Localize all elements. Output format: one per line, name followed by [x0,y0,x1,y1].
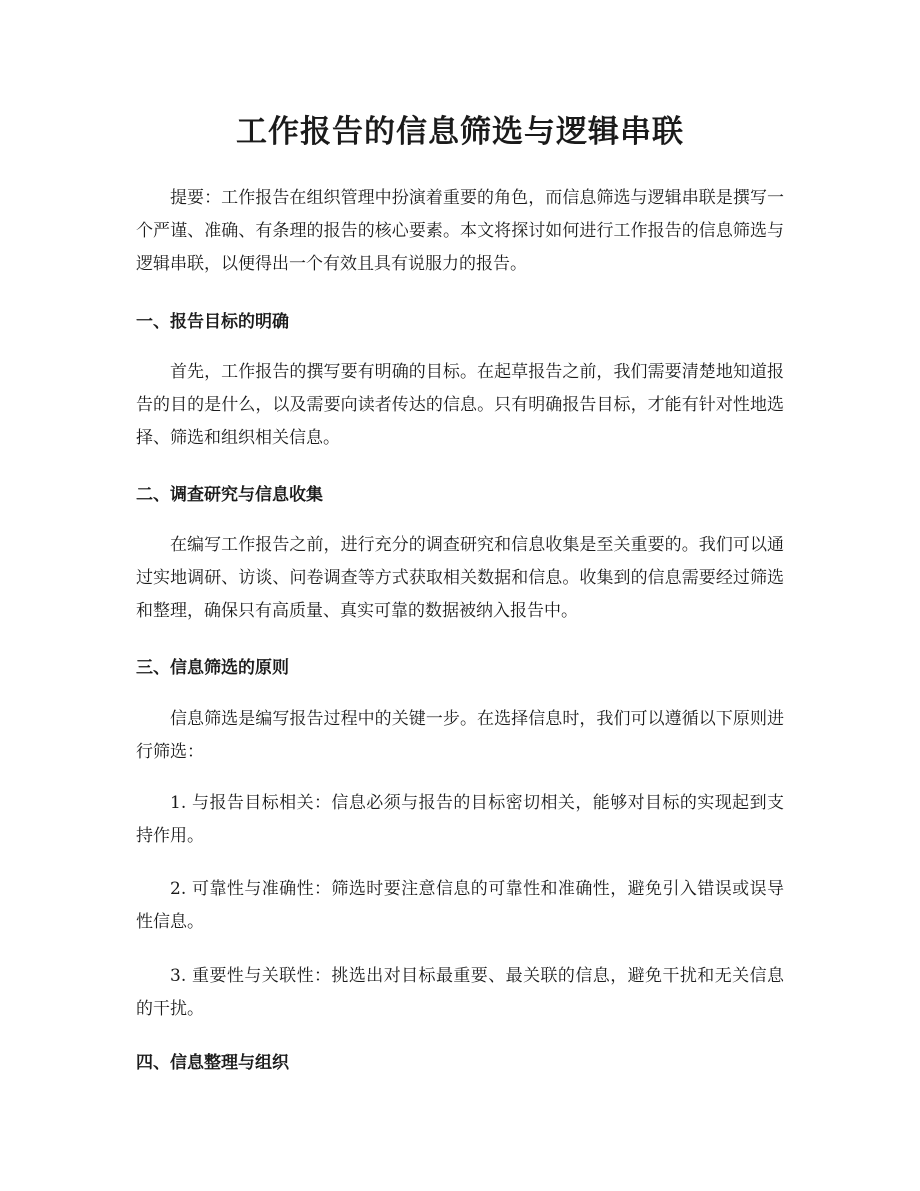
section-heading-2: 二、调查研究与信息收集 [136,485,323,505]
section-paragraph-2: 在编写工作报告之前，进行充分的调查研究和信息收集是至关重要的。我们可以通过实地调研、访谈、问卷调查等方式获取相关数据和信息。收集到的信息需要经过筛选和整理，确保只有高质量、真实可靠的数据被纳入报告中。 [136,535,784,621]
section-heading-4: 四、信息整理与组织 [136,1053,289,1073]
document-title: 工作报告的信息筛选与逻辑串联 [236,114,684,150]
section-paragraph-3: 信息筛选是编写报告过程中的关键一步。在选择信息时，我们可以遵循以下原则进行筛选： [136,709,784,762]
section-heading-3: 三、信息筛选的原则 [136,658,289,678]
section-paragraph-1: 首先，工作报告的撰写要有明确的目标。在起草报告之前，我们需要清楚地知道报告的目的是什么，以及需要向读者传达的信息。只有明确报告目标，才能有针对性地选择、筛选和组织相关信息。 [136,362,784,448]
list-item: 1. 与报告目标相关：信息必须与报告的目标密切相关，能够对目标的实现起到支持作用。 [136,793,784,846]
abstract-paragraph: 提要：工作报告在组织管理中扮演着重要的角色，而信息筛选与逻辑串联是撰写一个严谨、准确、有条理的报告的核心要素。本文将探讨如何进行工作报告的信息筛选与逻辑串联，以便得出一个有效且具有说服力的报告。 [136,188,784,274]
list-item: 2. 可靠性与准确性：筛选时要注意信息的可靠性和准确性，避免引入错误或误导性信息。 [136,879,784,932]
section-heading-1: 一、报告目标的明确 [136,312,289,332]
list-item: 3. 重要性与关联性：挑选出对目标最重要、最关联的信息，避免干扰和无关信息的干扰。 [136,966,784,1019]
